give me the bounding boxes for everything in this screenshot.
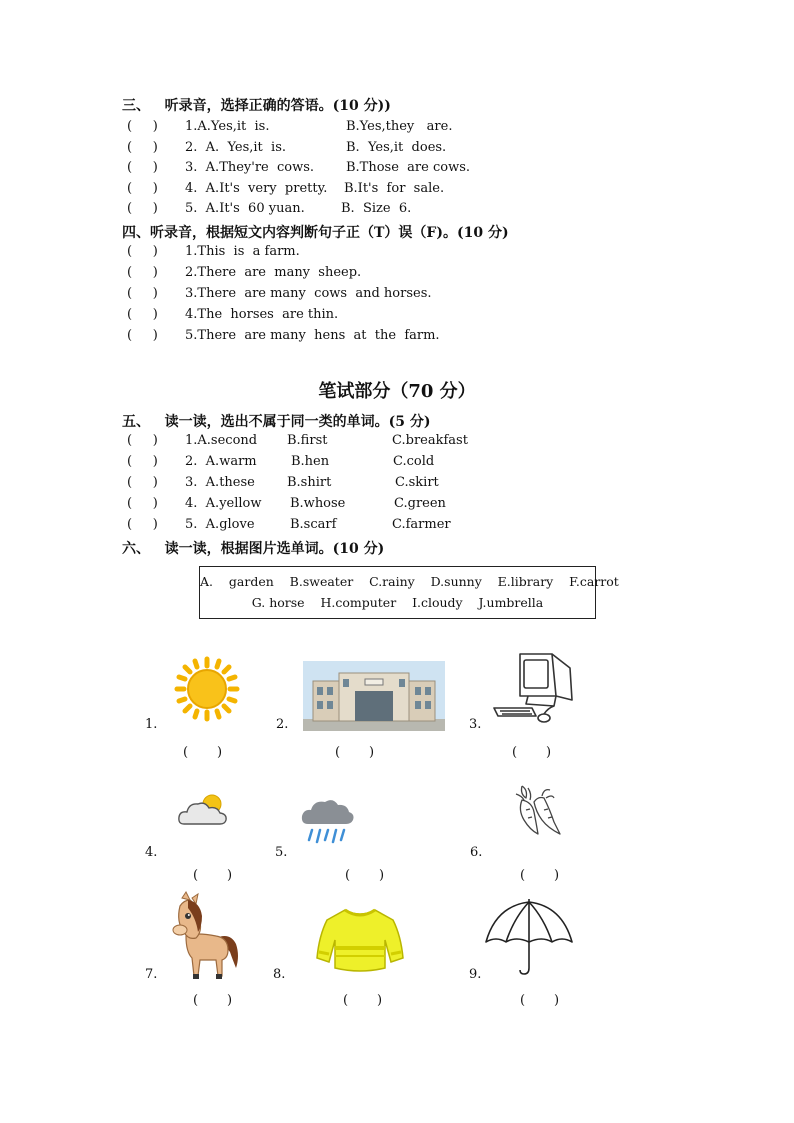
section3-heading: 三、 听录音，选择正确的答语。(10 分)) bbox=[122, 98, 391, 114]
sec3-q3-option-a: 3. A.They're cows. bbox=[185, 160, 315, 175]
sec3-q1-option-b: B.Yes,they are. bbox=[346, 119, 453, 134]
sec3-q3-option-b: B.Those are cows. bbox=[346, 160, 471, 175]
sec5-q5-option-b: B.scarf bbox=[290, 517, 337, 532]
picture-7-answer[interactable]: ( ) bbox=[193, 993, 233, 1008]
cloudy-icon bbox=[176, 792, 230, 828]
sec5-q4-option-b: B.whose bbox=[290, 496, 346, 511]
sec5-q2-option-b: B.hen bbox=[291, 454, 330, 469]
sec4-q3-paren[interactable]: ( ) bbox=[127, 286, 158, 301]
sec4-q5-paren[interactable]: ( ) bbox=[127, 328, 158, 343]
sec4-q2-statement: 2.There are many sheep. bbox=[185, 265, 362, 280]
written-part-title: 笔试部分（70 分） bbox=[318, 381, 476, 402]
picture-9-answer[interactable]: ( ) bbox=[520, 993, 560, 1008]
sec3-q2-option-b: B. Yes,it does. bbox=[346, 140, 447, 155]
sec5-q2-option-c: C.cold bbox=[393, 454, 435, 469]
computer-icon bbox=[490, 650, 580, 726]
carrot-icon bbox=[508, 784, 566, 836]
library-building-icon bbox=[303, 661, 445, 731]
picture-1-answer[interactable]: ( ) bbox=[183, 745, 223, 760]
sec4-q1-paren[interactable]: ( ) bbox=[127, 244, 158, 259]
sec3-q5-option-b: B. Size 6. bbox=[341, 201, 412, 216]
sec4-q5-statement: 5.There are many hens at the farm. bbox=[185, 328, 440, 343]
sweater-icon bbox=[315, 906, 405, 974]
sec3-q4-option-a: 4. A.It's very pretty. bbox=[185, 181, 328, 196]
section4-heading: 四、听录音，根据短文内容判断句子正（T）误（F)。(10 分) bbox=[122, 225, 509, 241]
picture-6-answer[interactable]: ( ) bbox=[520, 868, 560, 883]
picture-8-answer[interactable]: ( ) bbox=[343, 993, 383, 1008]
sec5-q2-paren[interactable]: ( ) bbox=[127, 454, 158, 469]
picture-6-number: 6. bbox=[470, 845, 483, 860]
sec3-q2-paren[interactable]: ( ) bbox=[127, 140, 158, 155]
word-bank-line-2: G. horse H.computer I.cloudy J.umbrella bbox=[251, 595, 544, 610]
sec5-q3-paren[interactable]: ( ) bbox=[127, 475, 158, 490]
sec5-q4-option-c: C.green bbox=[394, 496, 446, 511]
picture-3-answer[interactable]: ( ) bbox=[512, 745, 552, 760]
sec5-q3-option-c: C.skirt bbox=[395, 475, 439, 490]
sec5-q5-paren[interactable]: ( ) bbox=[127, 517, 158, 532]
sec3-q1-paren[interactable]: ( ) bbox=[127, 119, 158, 134]
sec4-q3-statement: 3.There are many cows and horses. bbox=[185, 286, 432, 301]
sec4-q1-statement: 1.This is a farm. bbox=[185, 244, 300, 259]
sun-icon bbox=[175, 657, 239, 721]
rain-cloud-icon bbox=[300, 796, 356, 848]
picture-3-number: 3. bbox=[469, 717, 482, 732]
section5-heading: 五、 读一读，选出不属于同一类的单词。(5 分) bbox=[122, 414, 431, 430]
sec4-q4-paren[interactable]: ( ) bbox=[127, 307, 158, 322]
sec3-q2-option-a: 2. A. Yes,it is. bbox=[185, 140, 287, 155]
sec4-q4-statement: 4.The horses are thin. bbox=[185, 307, 339, 322]
sec5-q1-option-a: 1.A.second bbox=[185, 433, 258, 448]
word-bank-line-1: A. garden B.sweater C.rainy D.sunny E.library F.carrot bbox=[200, 574, 619, 589]
picture-5-answer[interactable]: ( ) bbox=[345, 868, 385, 883]
sec3-q3-paren[interactable]: ( ) bbox=[127, 160, 158, 175]
sec5-q1-option-c: C.breakfast bbox=[392, 433, 468, 448]
sec4-q2-paren[interactable]: ( ) bbox=[127, 265, 158, 280]
picture-7-number: 7. bbox=[145, 967, 158, 982]
picture-2-number: 2. bbox=[276, 717, 289, 732]
picture-8-number: 8. bbox=[273, 967, 286, 982]
sec3-q4-option-b: B.It's for sale. bbox=[344, 181, 445, 196]
umbrella-icon bbox=[484, 898, 574, 978]
sec3-q4-paren[interactable]: ( ) bbox=[127, 181, 158, 196]
picture-4-number: 4. bbox=[145, 845, 158, 860]
picture-9-number: 9. bbox=[469, 967, 482, 982]
sec3-q5-paren[interactable]: ( ) bbox=[127, 201, 158, 216]
sec5-q3-option-b: B.shirt bbox=[287, 475, 332, 490]
sec5-q3-option-a: 3. A.these bbox=[185, 475, 255, 490]
sec3-q1-option-a: 1.A.Yes,it is. bbox=[185, 119, 270, 134]
picture-4-answer[interactable]: ( ) bbox=[193, 868, 233, 883]
picture-5-number: 5. bbox=[275, 845, 288, 860]
horse-icon bbox=[166, 892, 244, 982]
word-bank-box bbox=[199, 566, 619, 619]
sec5-q1-option-b: B.first bbox=[287, 433, 328, 448]
section6-heading: 六、 读一读，根据图片选单词。(10 分) bbox=[122, 541, 385, 557]
sec5-q4-option-a: 4. A.yellow bbox=[185, 496, 262, 511]
sec5-q4-paren[interactable]: ( ) bbox=[127, 496, 158, 511]
sec3-q5-option-a: 5. A.It's 60 yuan. bbox=[185, 201, 305, 216]
sec5-q1-paren[interactable]: ( ) bbox=[127, 433, 158, 448]
sec5-q5-option-c: C.farmer bbox=[392, 517, 451, 532]
sec5-q2-option-a: 2. A.warm bbox=[185, 454, 257, 469]
picture-1-number: 1. bbox=[145, 717, 158, 732]
picture-2-answer[interactable]: ( ) bbox=[335, 745, 375, 760]
sec5-q5-option-a: 5. A.glove bbox=[185, 517, 255, 532]
